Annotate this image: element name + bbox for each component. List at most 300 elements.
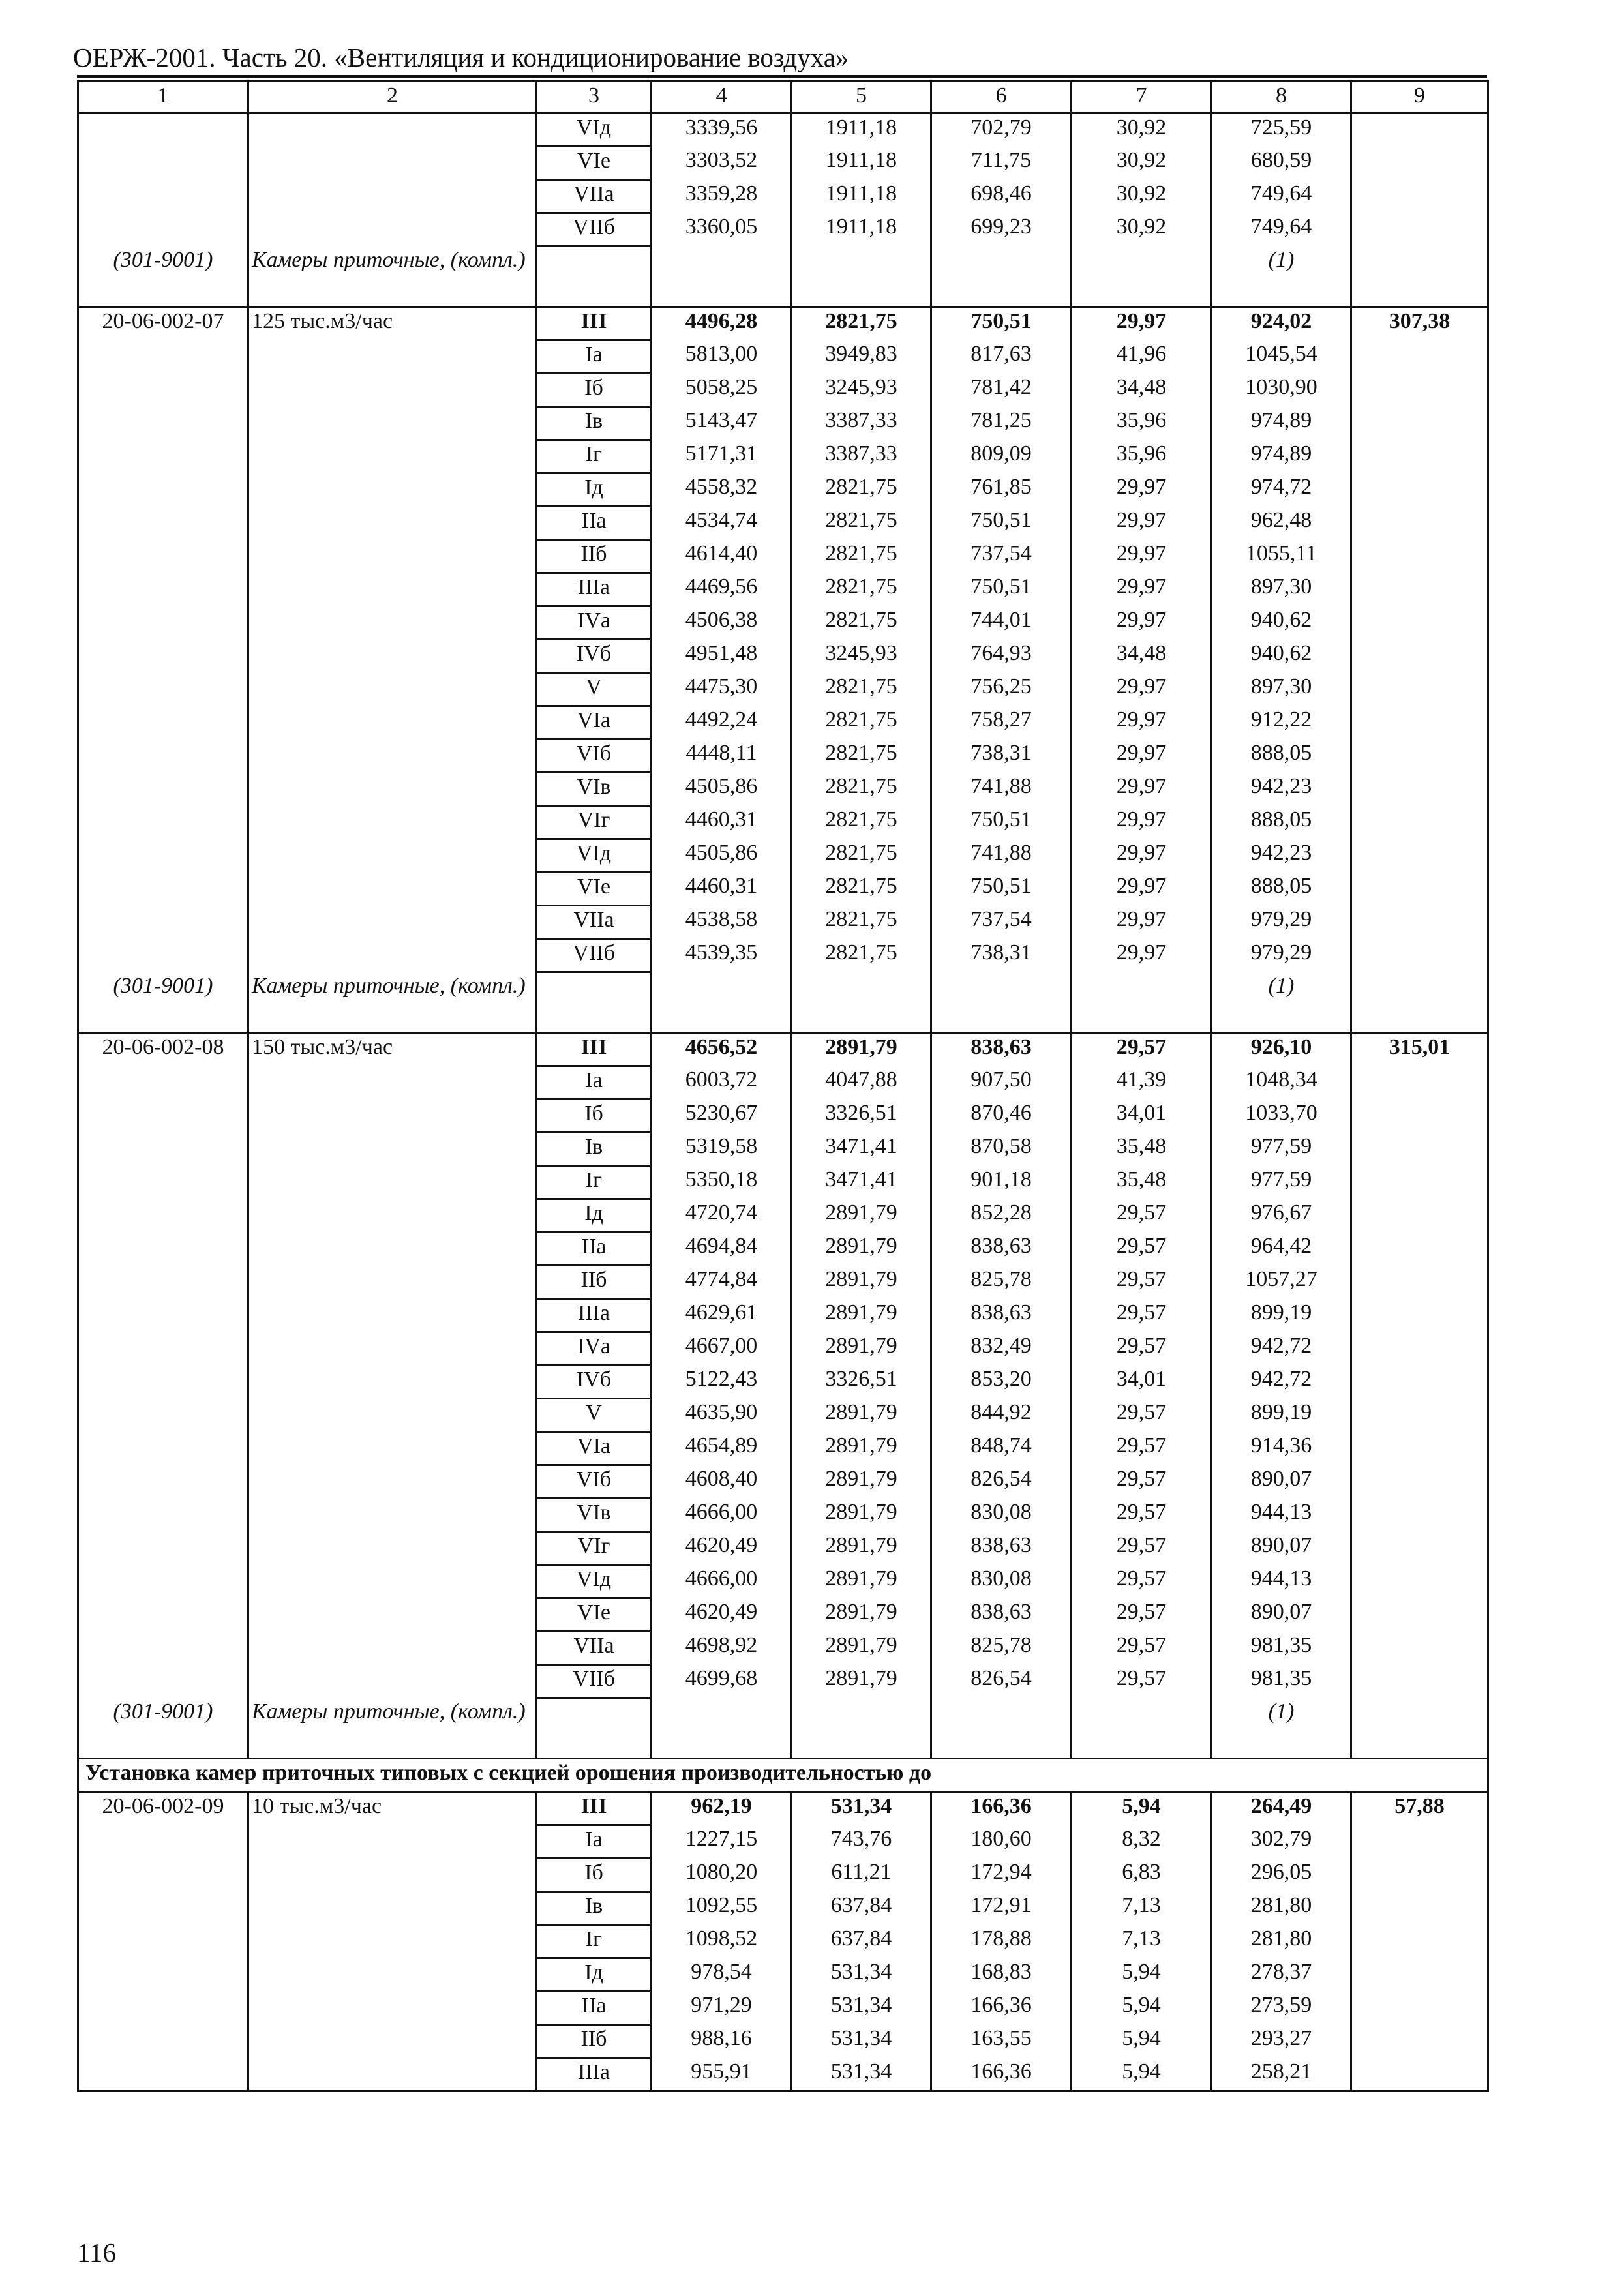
table-row [78, 1632, 1488, 1665]
rate-name [248, 2025, 537, 2058]
value-cell-col6: 838,63 [931, 1532, 1072, 1565]
region-cell: III [537, 307, 652, 340]
note-empty-cell [537, 247, 652, 307]
value-cell-col5: 2891,79 [792, 1632, 931, 1665]
total-cell [1351, 906, 1488, 939]
rate-name [248, 374, 537, 407]
value-cell-col6: 750,51 [931, 806, 1072, 839]
rate-code [78, 706, 248, 740]
value-cell-col6: 825,78 [931, 1266, 1072, 1299]
total-cell [1351, 147, 1488, 180]
note-empty-cell [537, 1698, 652, 1759]
value-cell-col5: 2891,79 [792, 1465, 931, 1499]
total-cell [1351, 839, 1488, 873]
value-cell-col8: 897,30 [1212, 673, 1351, 706]
region-cell: Iд [537, 1199, 652, 1233]
rate-code [78, 1465, 248, 1499]
region-cell: IIа [537, 507, 652, 540]
rate-code [78, 1100, 248, 1133]
value-cell-col5: 531,34 [792, 1992, 931, 2025]
value-cell-col4: 4656,52 [652, 1033, 792, 1066]
table-row [78, 440, 1488, 473]
region-cell: VIе [537, 873, 652, 906]
value-cell-col4: 3303,52 [652, 147, 792, 180]
note-empty-cell [792, 1698, 931, 1759]
value-cell-col6: 168,83 [931, 1958, 1072, 1992]
value-cell-col6: 764,93 [931, 640, 1072, 673]
value-cell-col4: 988,16 [652, 2025, 792, 2058]
rate-code: 20-06-002-09 [78, 1792, 248, 1825]
value-cell-col5: 2821,75 [792, 806, 931, 839]
value-cell-col7: 29,97 [1072, 773, 1212, 806]
total-cell [1351, 1399, 1488, 1432]
value-cell-col8: 1048,34 [1212, 1066, 1351, 1100]
value-cell-col8: 1033,70 [1212, 1100, 1351, 1133]
value-cell-col4: 5143,47 [652, 407, 792, 440]
header-rule [77, 75, 1487, 78]
rate-name [248, 1199, 537, 1233]
value-cell-col8: 899,19 [1212, 1399, 1351, 1432]
value-cell-col4: 3359,28 [652, 180, 792, 213]
value-cell-col8: 914,36 [1212, 1432, 1351, 1465]
total-cell [1351, 1632, 1488, 1665]
value-cell-col5: 2891,79 [792, 1432, 931, 1465]
value-cell-col6: 180,60 [931, 1825, 1072, 1859]
page-header: ОЕРЖ-2001. Часть 20. «Вентиляция и кондиционирование воздуха» [73, 42, 849, 72]
value-cell-col5: 3949,83 [792, 340, 931, 374]
value-cell-col6: 166,36 [931, 1792, 1072, 1825]
rate-code [78, 606, 248, 640]
value-cell-col7: 7,13 [1072, 1925, 1212, 1958]
column-header-row [78, 82, 1488, 113]
value-cell-col6: 838,63 [931, 1033, 1072, 1066]
total-cell [1351, 640, 1488, 673]
region-cell: Iа [537, 1066, 652, 1100]
table-row [78, 1366, 1488, 1399]
total-cell [1351, 1598, 1488, 1632]
value-cell-col4: 4460,31 [652, 806, 792, 839]
value-cell-col5: 2821,75 [792, 873, 931, 906]
region-cell: Iв [537, 1133, 652, 1166]
total-cell [1351, 407, 1488, 440]
total-cell: 307,38 [1351, 307, 1488, 340]
rate-code [78, 573, 248, 606]
value-cell-col4: 4698,92 [652, 1632, 792, 1665]
rate-group [78, 1792, 1488, 2091]
table-row [78, 1859, 1488, 1892]
value-cell-col6: 737,54 [931, 540, 1072, 573]
value-cell-col5: 2891,79 [792, 1199, 931, 1233]
rate-code [78, 147, 248, 180]
table-row [78, 773, 1488, 806]
note-name: Камеры приточные, (компл.) [248, 972, 537, 1033]
value-cell-col8: 926,10 [1212, 1033, 1351, 1066]
rate-name [248, 706, 537, 740]
value-cell-col8: 890,07 [1212, 1532, 1351, 1565]
value-cell-col8: 725,59 [1212, 113, 1351, 147]
value-cell-col6: 699,23 [931, 213, 1072, 247]
rate-name [248, 2058, 537, 2091]
total-cell [1351, 1859, 1488, 1892]
note-empty-cell [1351, 1698, 1488, 1759]
value-cell-col5: 1911,18 [792, 147, 931, 180]
table-row [78, 374, 1488, 407]
value-cell-col7: 29,97 [1072, 706, 1212, 740]
value-cell-col8: 942,23 [1212, 773, 1351, 806]
region-cell: III [537, 1792, 652, 1825]
rate-group [78, 1033, 1488, 1759]
table-row [78, 540, 1488, 573]
value-cell-col8: 302,79 [1212, 1825, 1351, 1859]
region-cell: III [537, 1033, 652, 1066]
rate-name [248, 773, 537, 806]
value-cell-col7: 35,48 [1072, 1166, 1212, 1199]
rate-code [78, 1532, 248, 1565]
value-cell-col4: 4608,40 [652, 1465, 792, 1499]
table-row [78, 1792, 1488, 1825]
table-row [78, 340, 1488, 374]
value-cell-col7: 41,39 [1072, 1066, 1212, 1100]
value-cell-col8: 890,07 [1212, 1598, 1351, 1632]
total-cell [1351, 1332, 1488, 1366]
value-cell-col7: 29,97 [1072, 806, 1212, 839]
value-cell-col4: 5350,18 [652, 1166, 792, 1199]
note-code: (301-9001) [78, 247, 248, 307]
rate-name [248, 1499, 537, 1532]
section-body [78, 1759, 1488, 1792]
value-cell-col6: 907,50 [931, 1066, 1072, 1100]
value-cell-col5: 637,84 [792, 1925, 931, 1958]
total-cell [1351, 806, 1488, 839]
value-cell-col7: 29,57 [1072, 1432, 1212, 1465]
table-row [78, 939, 1488, 972]
value-cell-col7: 29,57 [1072, 1033, 1212, 1066]
table-row [78, 1199, 1488, 1233]
region-cell: VIа [537, 1432, 652, 1465]
value-cell-col4: 4720,74 [652, 1199, 792, 1233]
value-cell-col4: 962,19 [652, 1792, 792, 1825]
value-cell-col6: 698,46 [931, 180, 1072, 213]
total-cell [1351, 1166, 1488, 1199]
value-cell-col7: 41,96 [1072, 340, 1212, 374]
rate-code: 20-06-002-07 [78, 307, 248, 340]
value-cell-col7: 29,57 [1072, 1332, 1212, 1366]
value-cell-col7: 30,92 [1072, 147, 1212, 180]
value-cell-col4: 978,54 [652, 1958, 792, 1992]
table-row [78, 1598, 1488, 1632]
rate-code [78, 1266, 248, 1299]
value-cell-col7: 34,48 [1072, 640, 1212, 673]
note-empty-cell [537, 972, 652, 1033]
value-cell-col5: 1911,18 [792, 113, 931, 147]
table-row [78, 1266, 1488, 1299]
table-row [78, 1665, 1488, 1698]
value-cell-col6: 826,54 [931, 1465, 1072, 1499]
table-row [78, 906, 1488, 939]
rate-name: 150 тыс.м3/час [248, 1033, 537, 1066]
value-cell-col6: 853,20 [931, 1366, 1072, 1399]
rate-code [78, 180, 248, 213]
value-cell-col8: 977,59 [1212, 1133, 1351, 1166]
value-cell-col5: 2891,79 [792, 1299, 931, 1332]
value-cell-col4: 1227,15 [652, 1825, 792, 1859]
value-cell-col8: 942,23 [1212, 839, 1351, 873]
rate-code [78, 806, 248, 839]
value-cell-col6: 761,85 [931, 473, 1072, 507]
rate-code [78, 1133, 248, 1166]
value-cell-col4: 4505,86 [652, 773, 792, 806]
value-cell-col4: 5058,25 [652, 374, 792, 407]
total-cell [1351, 2025, 1488, 2058]
table-row [78, 640, 1488, 673]
value-cell-col5: 2891,79 [792, 1565, 931, 1598]
value-cell-col6: 711,75 [931, 147, 1072, 180]
table-row [78, 1499, 1488, 1532]
value-cell-col6: 741,88 [931, 773, 1072, 806]
rate-code [78, 1233, 248, 1266]
value-cell-col8: 962,48 [1212, 507, 1351, 540]
rate-name [248, 640, 537, 673]
value-cell-col5: 2821,75 [792, 673, 931, 706]
value-cell-col7: 35,48 [1072, 1133, 1212, 1166]
value-cell-col4: 6003,72 [652, 1066, 792, 1100]
total-cell [1351, 1892, 1488, 1925]
value-cell-col6: 781,25 [931, 407, 1072, 440]
value-cell-col6: 166,36 [931, 2058, 1072, 2091]
value-cell-col4: 4620,49 [652, 1532, 792, 1565]
table-row [78, 1532, 1488, 1565]
value-cell-col7: 29,97 [1072, 939, 1212, 972]
value-cell-col5: 2821,75 [792, 773, 931, 806]
rate-code [78, 1366, 248, 1399]
value-cell-col8: 278,37 [1212, 1958, 1351, 1992]
value-cell-col6: 838,63 [931, 1299, 1072, 1332]
value-cell-col8: 979,29 [1212, 939, 1351, 972]
value-cell-col7: 29,57 [1072, 1598, 1212, 1632]
value-cell-col7: 5,94 [1072, 2025, 1212, 2058]
region-cell: VIб [537, 1465, 652, 1499]
value-cell-col8: 974,89 [1212, 407, 1351, 440]
value-cell-col8: 1045,54 [1212, 340, 1351, 374]
value-cell-col5: 2821,75 [792, 606, 931, 640]
table-row [78, 1033, 1488, 1066]
total-cell [1351, 1499, 1488, 1532]
total-cell [1351, 673, 1488, 706]
rate-name [248, 1958, 537, 1992]
value-cell-col7: 29,57 [1072, 1399, 1212, 1432]
value-cell-col8: 964,42 [1212, 1233, 1351, 1266]
value-cell-col8: 281,80 [1212, 1892, 1351, 1925]
value-cell-col4: 4539,35 [652, 939, 792, 972]
value-cell-col6: 750,51 [931, 873, 1072, 906]
rate-code [78, 540, 248, 573]
region-cell: VIIб [537, 213, 652, 247]
rate-code [78, 440, 248, 473]
value-cell-col7: 30,92 [1072, 180, 1212, 213]
value-cell-col8: 897,30 [1212, 573, 1351, 606]
total-cell [1351, 1565, 1488, 1598]
value-cell-col6: 163,55 [931, 2025, 1072, 2058]
value-cell-col7: 5,94 [1072, 1992, 1212, 2025]
value-cell-col5: 3326,51 [792, 1366, 931, 1399]
note-empty-cell [792, 972, 931, 1033]
table-row [78, 606, 1488, 640]
region-cell: Iд [537, 473, 652, 507]
rate-name [248, 473, 537, 507]
rate-code [78, 1958, 248, 1992]
note-empty-cell [1072, 1698, 1212, 1759]
value-cell-col7: 29,97 [1072, 740, 1212, 773]
rate-name [248, 1066, 537, 1100]
rate-code [78, 740, 248, 773]
value-cell-col5: 2821,75 [792, 307, 931, 340]
value-cell-col4: 4694,84 [652, 1233, 792, 1266]
value-cell-col5: 3471,41 [792, 1133, 931, 1166]
section-title-row [78, 1759, 1488, 1792]
value-cell-col5: 637,84 [792, 1892, 931, 1925]
value-cell-col4: 4614,40 [652, 540, 792, 573]
value-cell-col4: 4951,48 [652, 640, 792, 673]
table-row [78, 1166, 1488, 1199]
table-row [78, 1332, 1488, 1366]
value-cell-col5: 2891,79 [792, 1399, 931, 1432]
value-cell-col4: 4460,31 [652, 873, 792, 906]
value-cell-col7: 29,97 [1072, 540, 1212, 573]
value-cell-col5: 3245,93 [792, 374, 931, 407]
table-row [78, 2058, 1488, 2091]
rate-name [248, 1332, 537, 1366]
value-cell-col4: 4534,74 [652, 507, 792, 540]
rate-code [78, 1399, 248, 1432]
value-cell-col6: 838,63 [931, 1233, 1072, 1266]
total-cell [1351, 213, 1488, 247]
value-cell-col8: 273,59 [1212, 1992, 1351, 2025]
total-cell [1351, 1199, 1488, 1233]
rate-name [248, 1166, 537, 1199]
value-cell-col6: 838,63 [931, 1598, 1072, 1632]
rate-code [78, 1299, 248, 1332]
value-cell-col8: 890,07 [1212, 1465, 1351, 1499]
rate-code [78, 1665, 248, 1698]
value-cell-col7: 5,94 [1072, 2058, 1212, 2091]
value-cell-col7: 29,57 [1072, 1632, 1212, 1665]
value-cell-col6: 166,36 [931, 1992, 1072, 2025]
rate-name [248, 1100, 537, 1133]
region-cell: IVа [537, 606, 652, 640]
rate-code [78, 1199, 248, 1233]
note-empty-cell [1072, 972, 1212, 1033]
value-cell-col6: 870,46 [931, 1100, 1072, 1133]
table-row [78, 1925, 1488, 1958]
rate-name [248, 1892, 537, 1925]
region-cell: VIе [537, 1598, 652, 1632]
total-cell [1351, 340, 1488, 374]
note-empty-cell [792, 247, 931, 307]
value-cell-col7: 35,96 [1072, 407, 1212, 440]
rate-code [78, 939, 248, 972]
total-cell [1351, 873, 1488, 906]
value-cell-col6: 901,18 [931, 1166, 1072, 1199]
total-cell [1351, 1825, 1488, 1859]
total-cell [1351, 473, 1488, 507]
total-cell [1351, 1432, 1488, 1465]
rate-name [248, 839, 537, 873]
value-cell-col8: 942,72 [1212, 1332, 1351, 1366]
note-empty-cell [1351, 972, 1488, 1033]
value-cell-col5: 3387,33 [792, 407, 931, 440]
value-cell-col8: 258,21 [1212, 2058, 1351, 2091]
value-cell-col8: 981,35 [1212, 1665, 1351, 1698]
value-cell-col8: 940,62 [1212, 640, 1351, 673]
total-cell [1351, 374, 1488, 407]
total-cell [1351, 1066, 1488, 1100]
value-cell-col4: 5319,58 [652, 1133, 792, 1166]
value-cell-col5: 531,34 [792, 2058, 931, 2091]
value-cell-col6: 172,91 [931, 1892, 1072, 1925]
value-cell-col5: 2891,79 [792, 1233, 931, 1266]
total-cell [1351, 113, 1488, 147]
value-cell-col5: 531,34 [792, 1958, 931, 1992]
value-cell-col7: 29,57 [1072, 1266, 1212, 1299]
total-cell: 57,88 [1351, 1792, 1488, 1825]
value-cell-col6: 744,01 [931, 606, 1072, 640]
rate-name [248, 1465, 537, 1499]
note-empty-cell [931, 1698, 1072, 1759]
value-cell-col8: 944,13 [1212, 1499, 1351, 1532]
rate-code [78, 2058, 248, 2091]
value-cell-col7: 5,94 [1072, 1958, 1212, 1992]
value-cell-col7: 29,97 [1072, 673, 1212, 706]
region-cell: IIа [537, 1233, 652, 1266]
value-cell-col7: 29,97 [1072, 906, 1212, 939]
total-cell [1351, 2058, 1488, 2091]
region-cell: Iг [537, 1925, 652, 1958]
value-cell-col7: 30,92 [1072, 213, 1212, 247]
region-cell: Iб [537, 1859, 652, 1892]
note-empty-cell [1351, 247, 1488, 307]
page-number: 116 [77, 2237, 116, 2267]
table-row [78, 1565, 1488, 1598]
value-cell-col7: 29,97 [1072, 473, 1212, 507]
value-cell-col6: 826,54 [931, 1665, 1072, 1698]
region-cell: VIа [537, 706, 652, 740]
rate-code [78, 1332, 248, 1366]
region-cell: IIб [537, 540, 652, 573]
rate-name [248, 673, 537, 706]
column-header-6: 6 [931, 82, 1072, 113]
value-cell-col5: 2821,75 [792, 540, 931, 573]
value-cell-col6: 817,63 [931, 340, 1072, 374]
rate-code [78, 1992, 248, 2025]
value-cell-col7: 29,97 [1072, 307, 1212, 340]
total-cell [1351, 1665, 1488, 1698]
note-empty-cell [652, 972, 792, 1033]
rate-code [78, 839, 248, 873]
value-cell-col4: 4496,28 [652, 307, 792, 340]
rate-code [78, 1565, 248, 1598]
value-cell-col6: 848,74 [931, 1432, 1072, 1465]
value-cell-col8: 912,22 [1212, 706, 1351, 740]
value-cell-col4: 4654,89 [652, 1432, 792, 1465]
value-cell-col7: 29,57 [1072, 1465, 1212, 1499]
value-cell-col4: 4492,24 [652, 706, 792, 740]
value-cell-col4: 4448,11 [652, 740, 792, 773]
total-cell [1351, 1266, 1488, 1299]
total-cell [1351, 606, 1488, 640]
value-cell-col6: 852,28 [931, 1199, 1072, 1233]
value-cell-col6: 758,27 [931, 706, 1072, 740]
table-row [78, 1432, 1488, 1465]
